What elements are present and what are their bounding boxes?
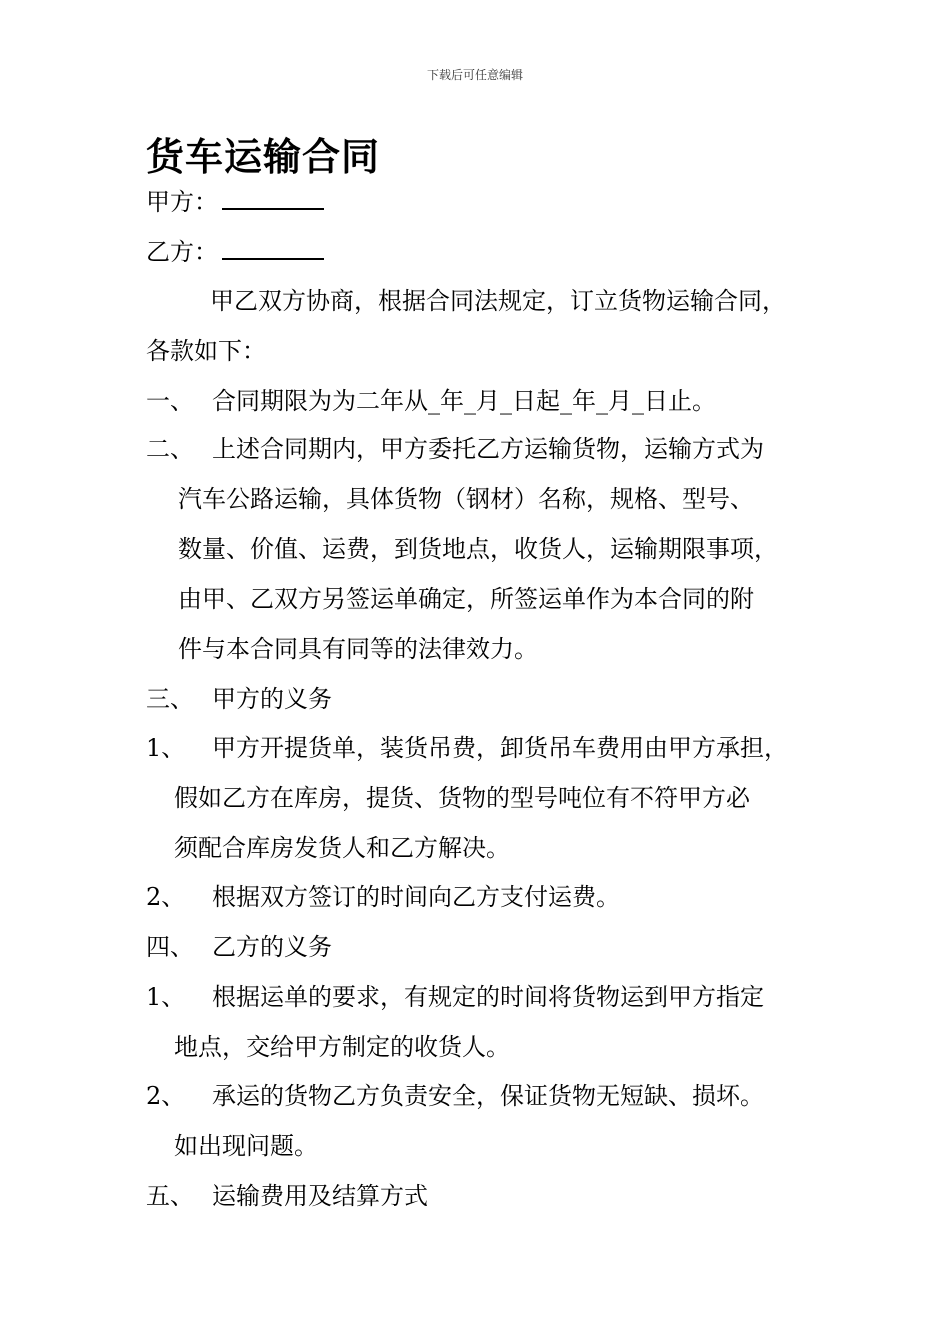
party-a-label: 甲方： bbox=[146, 188, 218, 216]
clause-1 bbox=[146, 386, 716, 416]
clause-text: 甲方开提货单，装货吊费，卸货吊车费用由甲方承担， bbox=[212, 734, 788, 762]
clause-marker: 三、 bbox=[146, 685, 194, 713]
party-b-blank bbox=[222, 236, 324, 260]
clause-marker: 2、 bbox=[146, 1082, 186, 1110]
party-b-label: 乙方： bbox=[146, 238, 218, 266]
clause-text: 上述合同期内，甲方委托乙方运输货物，运输方式为 bbox=[212, 435, 764, 463]
clause-2-line-5: 件与本合同具有同等的法律效力。 bbox=[178, 635, 538, 663]
clause-text: 运输费用及结算方式 bbox=[212, 1182, 428, 1210]
clause-text: 根据运单的要求，有规定的时间将货物运到甲方指定 bbox=[212, 983, 764, 1011]
clause-2-line-4: 由甲、乙双方另签运单确定，所签运单作为本合同的附 bbox=[178, 585, 754, 613]
clause-text: 合同期限为为二年从_年_月_日起_年_月_日止。 bbox=[212, 387, 716, 415]
section-4-item-1-line-2: 地点，交给甲方制定的收货人。 bbox=[174, 1033, 510, 1061]
party-a-line bbox=[146, 186, 324, 217]
clause-text: 承运的货物乙方负责安全，保证货物无短缺、损坏。 bbox=[212, 1082, 764, 1110]
section-4-heading bbox=[146, 932, 332, 962]
document-title: 货车运输合同 bbox=[146, 135, 381, 179]
section-3-item-2 bbox=[146, 882, 620, 912]
section-3-item-1-line-2: 假如乙方在库房，提货、货物的型号吨位有不符甲方必 bbox=[174, 784, 750, 812]
section-3-item-1-line-3: 须配合库房发货人和乙方解决。 bbox=[174, 834, 510, 862]
clause-marker: 五、 bbox=[146, 1182, 194, 1210]
clause-marker: 2、 bbox=[146, 883, 186, 911]
clause-marker: 二、 bbox=[146, 435, 194, 463]
section-4-item-2-line-2: 如出现问题。 bbox=[174, 1132, 318, 1160]
clause-marker: 1、 bbox=[146, 734, 186, 762]
intro-line-1: 甲乙双方协商，根据合同法规定，订立货物运输合同， bbox=[210, 287, 786, 315]
header-note: 下载后可任意编辑 bbox=[426, 68, 523, 82]
clause-text: 根据双方签订的时间向乙方支付运费。 bbox=[212, 883, 620, 911]
intro-line-2: 各款如下： bbox=[146, 337, 266, 365]
party-a-blank bbox=[222, 186, 324, 210]
section-4-item-2 bbox=[146, 1081, 764, 1111]
clause-2-line-2: 汽车公路运输，具体货物（钢材）名称，规格、型号、 bbox=[178, 485, 754, 513]
clause-text: 乙方的义务 bbox=[212, 933, 332, 961]
clause-2-line-3: 数量、价值、运费，到货地点，收货人，运输期限事项， bbox=[178, 535, 778, 563]
clause-marker: 四、 bbox=[146, 933, 194, 961]
clause-2 bbox=[146, 434, 764, 464]
clause-marker: 1、 bbox=[146, 983, 186, 1011]
clause-text: 甲方的义务 bbox=[212, 685, 332, 713]
section-5-heading bbox=[146, 1181, 428, 1211]
section-3-heading bbox=[146, 684, 332, 714]
party-b-line bbox=[146, 236, 324, 267]
section-4-item-1 bbox=[146, 982, 764, 1012]
clause-marker: 一、 bbox=[146, 387, 194, 415]
section-3-item-1 bbox=[146, 733, 788, 763]
